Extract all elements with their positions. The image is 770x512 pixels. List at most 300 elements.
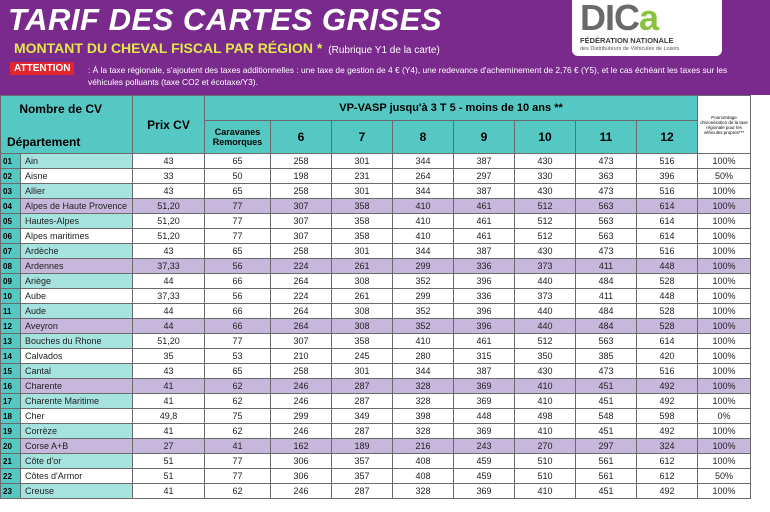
prix-cv-cell: 41 [133, 484, 205, 499]
tarif-cell: 352 [393, 319, 454, 334]
tarif-cell: 510 [515, 454, 576, 469]
dept-number: 17 [1, 394, 21, 409]
caravanes-cell: 77 [205, 469, 271, 484]
dept-number: 03 [1, 184, 21, 199]
tarif-cell: 410 [393, 214, 454, 229]
tarif-cell: 216 [393, 439, 454, 454]
table-row [1, 289, 751, 304]
caravanes-cell: 75 [205, 409, 271, 424]
tarif-cell: 358 [332, 229, 393, 244]
tarif-cell: 420 [637, 349, 698, 364]
tarif-cell: 328 [393, 379, 454, 394]
dept-number: 14 [1, 349, 21, 364]
table-row [1, 229, 751, 244]
caravanes-cell: 77 [205, 199, 271, 214]
header-cv-6: 6 [271, 121, 332, 154]
tarif-cell: 245 [332, 349, 393, 364]
tarif-cell: 363 [576, 169, 637, 184]
prix-cv-cell: 43 [133, 154, 205, 169]
tarif-cell: 301 [332, 244, 393, 259]
tarif-cell: 498 [515, 409, 576, 424]
tarif-cell: 408 [393, 454, 454, 469]
caravanes-cell: 41 [205, 439, 271, 454]
dept-name: Ardèche [21, 244, 133, 259]
exoneration-cell: 100% [698, 394, 751, 409]
prix-cv-cell: 35 [133, 349, 205, 364]
tarif-cell: 448 [637, 259, 698, 274]
tarif-cell: 264 [393, 169, 454, 184]
tarif-cell: 246 [271, 484, 332, 499]
tarif-cell: 258 [271, 244, 332, 259]
prix-cv-cell: 27 [133, 439, 205, 454]
tarif-cell: 387 [454, 364, 515, 379]
tarif-cell: 448 [637, 289, 698, 304]
tarif-cell: 528 [637, 274, 698, 289]
tarif-cell: 261 [332, 259, 393, 274]
exoneration-cell: 50% [698, 169, 751, 184]
caravanes-cell: 53 [205, 349, 271, 364]
tarif-cell: 410 [393, 334, 454, 349]
tarif-cell: 258 [271, 364, 332, 379]
dept-name: Corrèze [21, 424, 133, 439]
table-row [1, 154, 751, 169]
exoneration-cell: 100% [698, 259, 751, 274]
tarif-cell: 349 [332, 409, 393, 424]
attention-text: : À la taxe régionale, s'ajoutent des taxes additionnelles : une taxe de gestion de 4 € (Y4), une redevance d'acheminement de 2,76 € (Y5), et le cas échéant les taxes sur les véhicules polluants (taxe CO2 et écotaxe/Y3). [88, 65, 728, 87]
tarif-cell: 563 [576, 334, 637, 349]
dept-number: 20 [1, 439, 21, 454]
dept-name: Côte d'or [21, 454, 133, 469]
prix-cv-cell: 51 [133, 469, 205, 484]
table-body [1, 154, 751, 499]
dept-name: Corse A+B [21, 439, 133, 454]
dept-number: 08 [1, 259, 21, 274]
exoneration-cell: 100% [698, 334, 751, 349]
page-header [0, 0, 770, 95]
table-row [1, 439, 751, 454]
caravanes-cell: 66 [205, 304, 271, 319]
dept-name: Bouches du Rhone [21, 334, 133, 349]
tarif-cell: 411 [576, 259, 637, 274]
tarif-cell: 512 [515, 214, 576, 229]
tarif-cell: 344 [393, 154, 454, 169]
tarif-cell: 307 [271, 334, 332, 349]
tarif-cell: 357 [332, 454, 393, 469]
header-cv-10: 10 [515, 121, 576, 154]
dept-name: Alpes maritimes [21, 229, 133, 244]
tarif-cell: 352 [393, 274, 454, 289]
exoneration-cell: 100% [698, 364, 751, 379]
tarif-cell: 492 [637, 379, 698, 394]
dept-number: 23 [1, 484, 21, 499]
tarif-cell: 410 [515, 484, 576, 499]
caravanes-cell: 65 [205, 364, 271, 379]
tarif-cell: 410 [515, 394, 576, 409]
caravanes-cell: 65 [205, 244, 271, 259]
tarif-cell: 561 [576, 469, 637, 484]
tarif-cell: 324 [637, 439, 698, 454]
tarif-cell: 410 [515, 379, 576, 394]
table-row [1, 319, 751, 334]
tarif-cell: 516 [637, 184, 698, 199]
exoneration-cell: 100% [698, 484, 751, 499]
prix-cv-cell: 44 [133, 274, 205, 289]
dept-number: 06 [1, 229, 21, 244]
table-row [1, 469, 751, 484]
prix-cv-cell: 44 [133, 319, 205, 334]
dept-number: 21 [1, 454, 21, 469]
caravanes-cell: 62 [205, 424, 271, 439]
caravanes-cell: 65 [205, 184, 271, 199]
tarif-cell: 614 [637, 199, 698, 214]
table-row [1, 394, 751, 409]
header-caravanes: Caravanes Remorques [205, 121, 271, 154]
tarif-cell: 410 [393, 229, 454, 244]
tarif-cell: 280 [393, 349, 454, 364]
tarif-cell: 373 [515, 289, 576, 304]
tarif-cell: 301 [332, 154, 393, 169]
tarif-table [0, 95, 751, 499]
prix-cv-cell: 43 [133, 184, 205, 199]
tarif-cell: 287 [332, 379, 393, 394]
tarif-cell: 492 [637, 394, 698, 409]
exoneration-cell: 100% [698, 274, 751, 289]
tarif-cell: 516 [637, 244, 698, 259]
table-row [1, 379, 751, 394]
tarif-cell: 614 [637, 214, 698, 229]
tarif-cell: 264 [271, 274, 332, 289]
dept-number: 19 [1, 424, 21, 439]
tarif-cell: 396 [454, 319, 515, 334]
tarif-cell: 385 [576, 349, 637, 364]
tarif-cell: 243 [454, 439, 515, 454]
tarif-cell: 484 [576, 304, 637, 319]
dept-name: Charente Maritime [21, 394, 133, 409]
tarif-cell: 306 [271, 469, 332, 484]
subtitle [14, 40, 440, 58]
table-row [1, 409, 751, 424]
dept-name: Creuse [21, 484, 133, 499]
tarif-cell: 430 [515, 244, 576, 259]
tarif-cell: 301 [332, 184, 393, 199]
tarif-cell: 563 [576, 199, 637, 214]
tarif-cell: 396 [637, 169, 698, 184]
exoneration-cell: 100% [698, 289, 751, 304]
tarif-cell: 307 [271, 229, 332, 244]
tarif-cell: 614 [637, 334, 698, 349]
dept-name: Aveyron [21, 319, 133, 334]
prix-cv-cell: 43 [133, 244, 205, 259]
dept-name: Aisne [21, 169, 133, 184]
tarif-cell: 451 [576, 394, 637, 409]
tarif-cell: 261 [332, 289, 393, 304]
tarif-cell: 451 [576, 424, 637, 439]
tarif-cell: 358 [332, 199, 393, 214]
tarif-cell: 246 [271, 424, 332, 439]
dept-name: Cantal [21, 364, 133, 379]
tarif-cell: 369 [454, 484, 515, 499]
caravanes-cell: 77 [205, 454, 271, 469]
tarif-cell: 396 [454, 274, 515, 289]
exoneration-cell: 0% [698, 409, 751, 424]
logo-wordmark: DICa [580, 0, 659, 38]
tarif-cell: 210 [271, 349, 332, 364]
table-row [1, 259, 751, 274]
tarif-cell: 461 [454, 214, 515, 229]
caravanes-cell: 62 [205, 379, 271, 394]
tarif-cell: 461 [454, 229, 515, 244]
tarif-cell: 459 [454, 454, 515, 469]
tarif-cell: 258 [271, 184, 332, 199]
table-row [1, 334, 751, 349]
table-row [1, 424, 751, 439]
prix-cv-cell: 51,20 [133, 199, 205, 214]
tarif-cell: 270 [515, 439, 576, 454]
caravanes-cell: 62 [205, 394, 271, 409]
dept-number: 12 [1, 319, 21, 334]
dept-number: 02 [1, 169, 21, 184]
header-cv-12: 12 [637, 121, 698, 154]
dept-number: 10 [1, 289, 21, 304]
tarif-cell: 369 [454, 379, 515, 394]
tarif-cell: 440 [515, 274, 576, 289]
tarif-cell: 408 [393, 469, 454, 484]
tarif-cell: 430 [515, 154, 576, 169]
tarif-cell: 411 [576, 289, 637, 304]
prix-cv-cell: 41 [133, 394, 205, 409]
tarif-cell: 387 [454, 244, 515, 259]
tarif-cell: 301 [332, 364, 393, 379]
dept-number: 01 [1, 154, 21, 169]
logo-subtitle: des Distributeurs de Véhicules de Loisirs [580, 46, 680, 52]
tarif-cell: 440 [515, 304, 576, 319]
attention-badge: ATTENTION [10, 62, 74, 75]
table-row [1, 199, 751, 214]
table-row [1, 184, 751, 199]
header-exoneration: Pourcentage d'exonération de la taxe régionale pour les véhicules propres*** [698, 96, 751, 154]
tarif-cell: 264 [271, 319, 332, 334]
caravanes-cell: 65 [205, 154, 271, 169]
header-cv-11: 11 [576, 121, 637, 154]
exoneration-cell: 100% [698, 154, 751, 169]
tarif-cell: 451 [576, 379, 637, 394]
tarif-cell: 473 [576, 364, 637, 379]
dept-name: Calvados [21, 349, 133, 364]
tarif-cell: 307 [271, 199, 332, 214]
tarif-cell: 299 [393, 259, 454, 274]
exoneration-cell: 100% [698, 229, 751, 244]
dept-name: Ariège [21, 274, 133, 289]
dept-name: Ardennes [21, 259, 133, 274]
dept-name: Charente [21, 379, 133, 394]
dept-name: Aude [21, 304, 133, 319]
dica-logo [572, 0, 722, 56]
tarif-cell: 373 [515, 259, 576, 274]
dept-name: Cher [21, 409, 133, 424]
tarif-cell: 459 [454, 469, 515, 484]
exoneration-cell: 100% [698, 244, 751, 259]
dept-number: 07 [1, 244, 21, 259]
tarif-cell: 264 [271, 304, 332, 319]
tarif-cell: 612 [637, 454, 698, 469]
tarif-cell: 448 [454, 409, 515, 424]
tarif-cell: 308 [332, 319, 393, 334]
caravanes-cell: 77 [205, 229, 271, 244]
dept-number: 11 [1, 304, 21, 319]
tarif-cell: 516 [637, 154, 698, 169]
tarif-cell: 396 [454, 304, 515, 319]
tarif-cell: 287 [332, 394, 393, 409]
dept-number: 13 [1, 334, 21, 349]
logo-federation: FÉDÉRATION NATIONALE [580, 36, 674, 45]
tarif-cell: 548 [576, 409, 637, 424]
dept-name: Allier [21, 184, 133, 199]
tarif-cell: 492 [637, 424, 698, 439]
tarif-cell: 328 [393, 424, 454, 439]
caravanes-cell: 50 [205, 169, 271, 184]
tarif-cell: 246 [271, 379, 332, 394]
prix-cv-cell: 51,20 [133, 214, 205, 229]
tarif-cell: 563 [576, 214, 637, 229]
tarif-cell: 336 [454, 289, 515, 304]
header-departement: Département [7, 135, 81, 149]
tarif-cell: 512 [515, 229, 576, 244]
table-row [1, 304, 751, 319]
caravanes-cell: 56 [205, 289, 271, 304]
prix-cv-cell: 33 [133, 169, 205, 184]
table-row [1, 214, 751, 229]
exoneration-cell: 100% [698, 214, 751, 229]
dept-name: Côtes d'Armor [21, 469, 133, 484]
exoneration-cell: 100% [698, 304, 751, 319]
tarif-cell: 299 [393, 289, 454, 304]
dept-number: 15 [1, 364, 21, 379]
tarif-cell: 357 [332, 469, 393, 484]
exoneration-cell: 100% [698, 379, 751, 394]
tarif-cell: 398 [393, 409, 454, 424]
tarif-cell: 224 [271, 289, 332, 304]
table-row [1, 364, 751, 379]
tarif-cell: 299 [271, 409, 332, 424]
subtitle-main: MONTANT DU CHEVAL FISCAL PAR RÉGION * [14, 40, 323, 56]
table-row [1, 484, 751, 499]
tarif-cell: 598 [637, 409, 698, 424]
header-nombre-cv: Nombre de CV [19, 102, 102, 116]
tarif-cell: 369 [454, 424, 515, 439]
tarif-cell: 315 [454, 349, 515, 364]
exoneration-cell: 100% [698, 184, 751, 199]
tarif-cell: 612 [637, 469, 698, 484]
page-title: TARIF DES CARTES GRISES [8, 2, 443, 37]
tarif-cell: 344 [393, 364, 454, 379]
caravanes-cell: 56 [205, 259, 271, 274]
dept-name: Aube [21, 289, 133, 304]
tarif-cell: 451 [576, 484, 637, 499]
prix-cv-cell: 41 [133, 379, 205, 394]
header-cv-9: 9 [454, 121, 515, 154]
tarif-cell: 352 [393, 304, 454, 319]
dept-number: 09 [1, 274, 21, 289]
tarif-cell: 410 [393, 199, 454, 214]
tarif-cell: 387 [454, 154, 515, 169]
tarif-cell: 461 [454, 199, 515, 214]
tarif-cell: 246 [271, 394, 332, 409]
tarif-cell: 287 [332, 424, 393, 439]
subtitle-note: (Rubrique Y1 de la carte) [328, 45, 440, 56]
tarif-cell: 473 [576, 184, 637, 199]
tarif-cell: 350 [515, 349, 576, 364]
tarif-cell: 461 [454, 334, 515, 349]
dept-number: 22 [1, 469, 21, 484]
caravanes-cell: 62 [205, 484, 271, 499]
exoneration-cell: 100% [698, 454, 751, 469]
table-row [1, 349, 751, 364]
caravanes-cell: 66 [205, 274, 271, 289]
prix-cv-cell: 41 [133, 424, 205, 439]
dept-number: 05 [1, 214, 21, 229]
exoneration-cell: 100% [698, 199, 751, 214]
tarif-cell: 258 [271, 154, 332, 169]
tarif-cell: 297 [576, 439, 637, 454]
dept-name: Ain [21, 154, 133, 169]
tarif-cell: 492 [637, 484, 698, 499]
table-row [1, 169, 751, 184]
tarif-cell: 297 [454, 169, 515, 184]
tarif-cell: 512 [515, 199, 576, 214]
tarif-cell: 369 [454, 394, 515, 409]
tarif-cell: 387 [454, 184, 515, 199]
tarif-cell: 512 [515, 334, 576, 349]
tarif-cell: 344 [393, 244, 454, 259]
tarif-cell: 306 [271, 454, 332, 469]
dept-number: 04 [1, 199, 21, 214]
prix-cv-cell: 43 [133, 364, 205, 379]
prix-cv-cell: 51 [133, 454, 205, 469]
caravanes-cell: 77 [205, 214, 271, 229]
tarif-cell: 308 [332, 304, 393, 319]
tarif-cell: 430 [515, 184, 576, 199]
prix-cv-cell: 37,33 [133, 259, 205, 274]
tarif-cell: 516 [637, 364, 698, 379]
tarif-cell: 473 [576, 154, 637, 169]
prix-cv-cell: 51,20 [133, 334, 205, 349]
caravanes-cell: 66 [205, 319, 271, 334]
exoneration-cell: 100% [698, 319, 751, 334]
tarif-cell: 484 [576, 274, 637, 289]
exoneration-cell: 100% [698, 439, 751, 454]
tarif-cell: 308 [332, 274, 393, 289]
tarif-cell: 344 [393, 184, 454, 199]
header-cv-7: 7 [332, 121, 393, 154]
header-cv-8: 8 [393, 121, 454, 154]
tarif-cell: 162 [271, 439, 332, 454]
header-prix-cv: Prix CV [133, 96, 205, 154]
tarif-cell: 563 [576, 229, 637, 244]
exoneration-cell: 100% [698, 349, 751, 364]
tarif-cell: 484 [576, 319, 637, 334]
tarif-cell: 328 [393, 484, 454, 499]
tarif-cell: 614 [637, 229, 698, 244]
table-row [1, 244, 751, 259]
tarif-cell: 528 [637, 319, 698, 334]
caravanes-cell: 77 [205, 334, 271, 349]
exoneration-cell: 50% [698, 469, 751, 484]
tarif-cell: 440 [515, 319, 576, 334]
table-row [1, 274, 751, 289]
table-row [1, 454, 751, 469]
tarif-cell: 328 [393, 394, 454, 409]
tarif-cell: 231 [332, 169, 393, 184]
